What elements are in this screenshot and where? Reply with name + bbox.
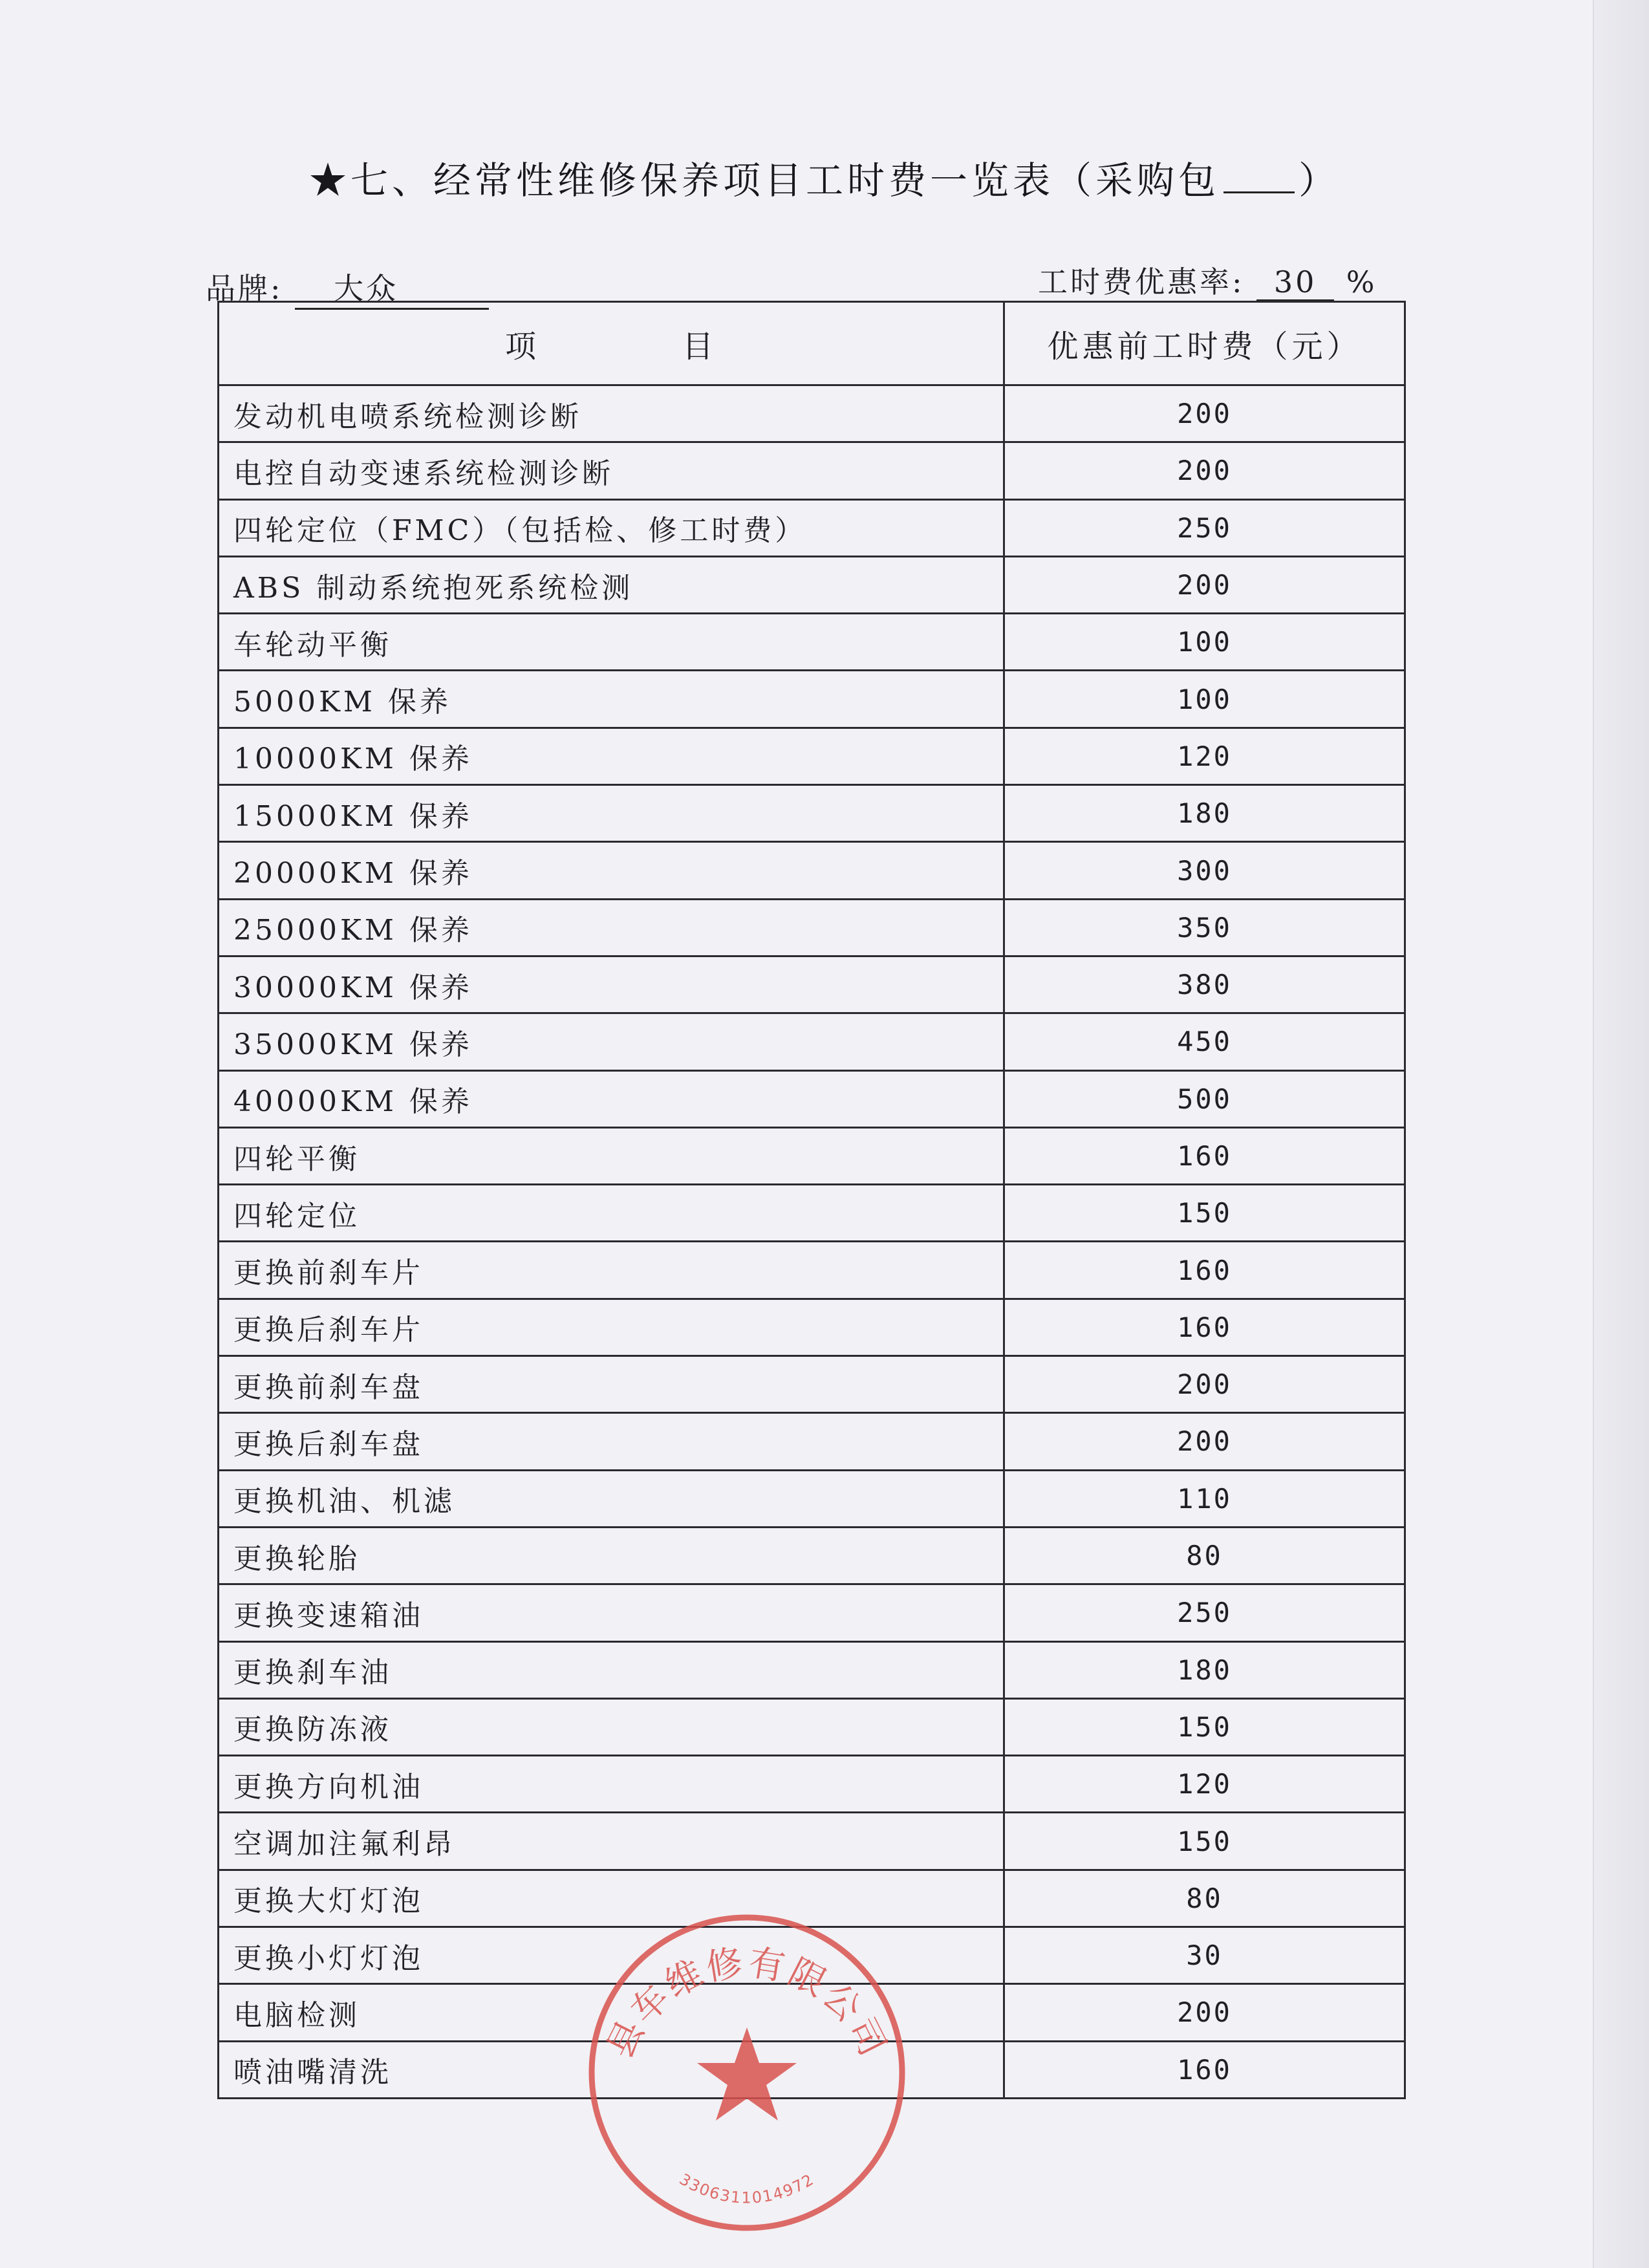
title-suffix: ） (1299, 158, 1341, 202)
discount-value: 30 (1256, 265, 1334, 301)
row-item: 空调加注氟利昂 (219, 1813, 1004, 1870)
package-number-blank (1223, 191, 1295, 193)
row-fee: 100 (1004, 671, 1405, 728)
row-item: 更换刹车油 (219, 1641, 1004, 1698)
row-fee: 300 (1004, 842, 1405, 899)
row-fee: 150 (1004, 1698, 1405, 1755)
row-item: 发动机电喷系统检测诊断 (219, 385, 1004, 442)
table-row (219, 728, 1405, 784)
discount-rate-line (1038, 259, 1377, 301)
table-row (219, 1070, 1405, 1127)
table-row (219, 1527, 1405, 1584)
row-fee: 200 (1004, 385, 1405, 442)
row-item: 40000KM 保养 (219, 1070, 1004, 1127)
row-fee: 120 (1004, 1756, 1405, 1813)
table-row (219, 1299, 1405, 1355)
brand-value: 大众 (295, 265, 489, 310)
table-row (219, 1356, 1405, 1413)
row-item: 电控自动变速系统检测诊断 (219, 442, 1004, 499)
row-item: 更换方向机油 (219, 1756, 1004, 1813)
row-item: 电脑检测 (219, 1984, 1004, 2041)
row-item: 更换机油、机滤 (219, 1470, 1004, 1527)
company-seal (579, 1905, 915, 2241)
table-row (219, 1413, 1405, 1470)
row-fee: 180 (1004, 1641, 1405, 1698)
header-item: 项 目 (219, 302, 1004, 385)
row-fee: 80 (1004, 1870, 1405, 1927)
row-item: 四轮定位（FMC）（包括检、修工时费） (219, 499, 1004, 556)
table-row (219, 1813, 1405, 1870)
table-row (219, 899, 1405, 956)
row-item: 更换变速箱油 (219, 1584, 1004, 1641)
table-row (219, 671, 1405, 728)
table-row (219, 614, 1405, 671)
table-row (219, 1127, 1405, 1184)
table-row (219, 1013, 1405, 1070)
brand-label: 品牌: (206, 271, 283, 306)
row-fee: 350 (1004, 899, 1405, 956)
row-item: 车轮动平衡 (219, 614, 1004, 671)
row-fee: 380 (1004, 956, 1405, 1013)
row-fee: 30 (1004, 1927, 1405, 1984)
row-fee: 160 (1004, 1242, 1405, 1299)
table-row (219, 442, 1405, 499)
row-item: 更换前刹车片 (219, 1242, 1004, 1299)
table-row (219, 1756, 1405, 1813)
table-row (219, 499, 1405, 556)
row-fee: 120 (1004, 728, 1405, 784)
row-fee: 450 (1004, 1013, 1405, 1070)
row-fee: 200 (1004, 1356, 1405, 1413)
row-item: 更换轮胎 (219, 1527, 1004, 1584)
row-item: 喷油嘴清洗 (219, 2041, 1004, 2098)
table-row (219, 1242, 1405, 1299)
table-row (219, 1185, 1405, 1242)
svg-text:县车维修有限公司: 县车维修有限公司 (599, 1941, 895, 2065)
table-row (219, 842, 1405, 899)
row-item: 35000KM 保养 (219, 1013, 1004, 1070)
row-fee: 200 (1004, 556, 1405, 613)
row-item: 更换大灯灯泡 (219, 1870, 1004, 1927)
table-row (219, 1470, 1405, 1527)
row-fee: 250 (1004, 1584, 1405, 1641)
table-row (219, 1584, 1405, 1641)
row-item: 30000KM 保养 (219, 956, 1004, 1013)
row-item: 四轮定位 (219, 1185, 1004, 1242)
table-row (219, 556, 1405, 613)
discount-label: 工时费优惠率: (1038, 265, 1245, 299)
row-fee: 200 (1004, 442, 1405, 499)
scan-edge (1593, 0, 1649, 2268)
row-fee: 160 (1004, 1127, 1405, 1184)
row-fee: 100 (1004, 614, 1405, 671)
row-fee: 250 (1004, 499, 1405, 556)
row-fee: 80 (1004, 1527, 1405, 1584)
row-item: 25000KM 保养 (219, 899, 1004, 956)
seal-star-icon (697, 2027, 797, 2121)
row-item: ABS 制动系统抱死系统检测 (219, 556, 1004, 613)
table-row (219, 385, 1405, 442)
row-item: 更换后刹车盘 (219, 1413, 1004, 1470)
row-fee: 160 (1004, 2041, 1405, 2098)
fee-table (217, 301, 1406, 2099)
row-item: 更换小灯灯泡 (219, 1927, 1004, 1984)
row-fee: 180 (1004, 785, 1405, 842)
row-fee: 110 (1004, 1470, 1405, 1527)
table-row (219, 1698, 1405, 1755)
row-item: 20000KM 保养 (219, 842, 1004, 899)
document-title (0, 150, 1649, 204)
row-item: 四轮平衡 (219, 1127, 1004, 1184)
row-fee: 200 (1004, 1984, 1405, 2041)
row-fee: 150 (1004, 1813, 1405, 1870)
row-fee: 200 (1004, 1413, 1405, 1470)
title-prefix: ★七、经常性维修保养项目工时费一览表（采购包 (308, 158, 1220, 202)
table-row (219, 956, 1405, 1013)
row-fee: 160 (1004, 1299, 1405, 1355)
row-item: 15000KM 保养 (219, 785, 1004, 842)
row-item: 更换防冻液 (219, 1698, 1004, 1755)
table-row (219, 1641, 1405, 1698)
row-fee: 500 (1004, 1070, 1405, 1127)
row-item: 5000KM 保养 (219, 671, 1004, 728)
discount-unit: % (1346, 265, 1377, 299)
row-fee: 150 (1004, 1185, 1405, 1242)
row-item: 更换后刹车片 (219, 1299, 1004, 1355)
table-header-row (219, 302, 1405, 385)
header-fee: 优惠前工时费（元） (1004, 302, 1405, 385)
table-row (219, 785, 1405, 842)
svg-text:3306311014972: 3306311014972 (676, 2170, 818, 2207)
row-item: 10000KM 保养 (219, 728, 1004, 784)
row-item: 更换前刹车盘 (219, 1356, 1004, 1413)
